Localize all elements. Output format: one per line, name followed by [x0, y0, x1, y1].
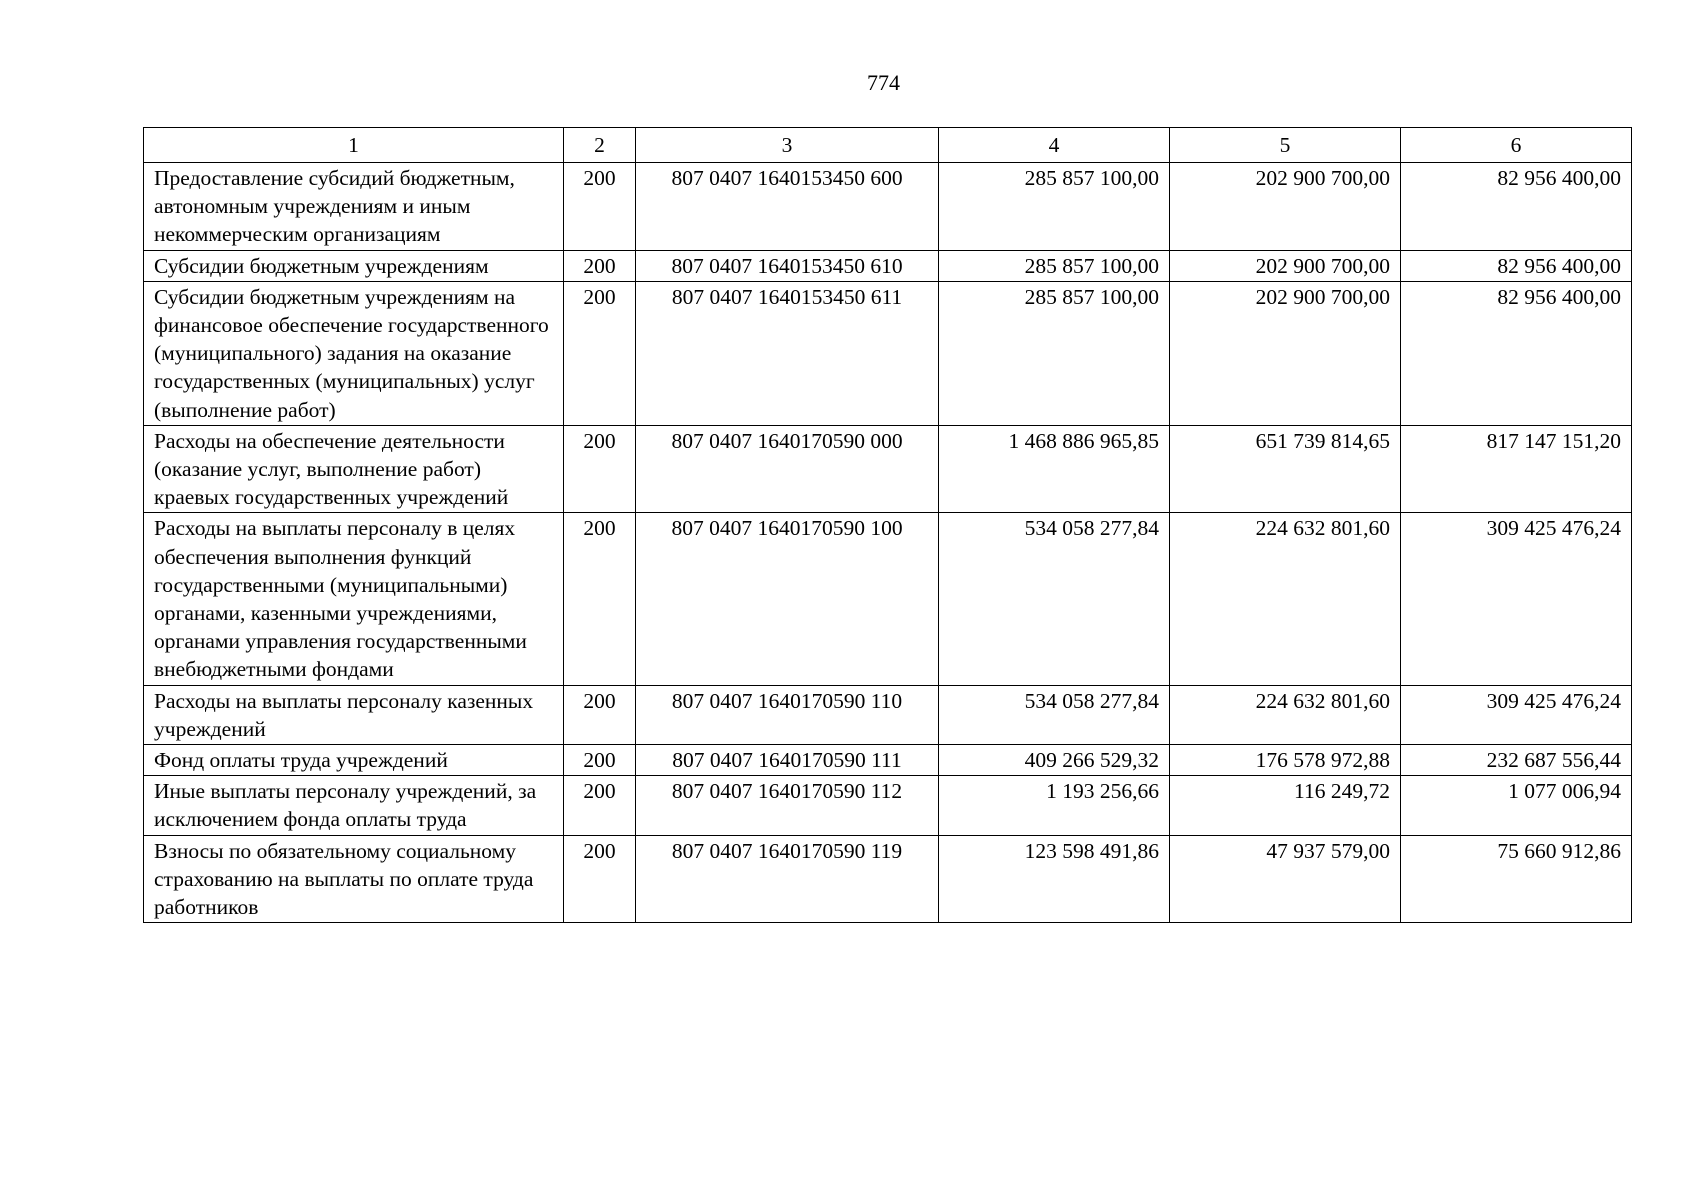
row-kbk: 807 0407 1640170590 112 [636, 776, 939, 835]
row-code: 200 [564, 163, 636, 251]
row-value-6: 82 956 400,00 [1401, 281, 1632, 425]
row-value-6: 817 147 151,20 [1401, 425, 1632, 513]
header-row [144, 128, 1632, 163]
row-kbk: 807 0407 1640170590 110 [636, 685, 939, 744]
table-row [144, 281, 1632, 425]
row-name: Расходы на обеспечение деятельности (оказание услуг, выполнение работ) краевых государственных учреждений [144, 425, 564, 513]
row-value-4: 534 058 277,84 [939, 685, 1170, 744]
row-kbk: 807 0407 1640170590 000 [636, 425, 939, 513]
row-value-4: 409 266 529,32 [939, 745, 1170, 776]
row-value-5: 651 739 814,65 [1170, 425, 1401, 513]
row-value-4: 534 058 277,84 [939, 513, 1170, 685]
row-value-5: 202 900 700,00 [1170, 250, 1401, 281]
row-code: 200 [564, 425, 636, 513]
row-code: 200 [564, 250, 636, 281]
table-row [144, 163, 1632, 251]
row-code: 200 [564, 281, 636, 425]
row-value-6: 232 687 556,44 [1401, 745, 1632, 776]
row-value-4: 285 857 100,00 [939, 163, 1170, 251]
row-name: Субсидии бюджетным учреждениям на финансовое обеспечение государственного (муниципального) задания на оказание государственных (муниципальных) услуг (выполнение работ) [144, 281, 564, 425]
row-value-6: 82 956 400,00 [1401, 250, 1632, 281]
row-value-5: 202 900 700,00 [1170, 163, 1401, 251]
row-value-6: 309 425 476,24 [1401, 513, 1632, 685]
row-value-5: 224 632 801,60 [1170, 513, 1401, 685]
page-number: 774 [867, 70, 900, 95]
column-header: 1 [144, 128, 564, 163]
row-name: Взносы по обязательному социальному страхованию на выплаты по оплате труда работников [144, 835, 564, 923]
row-value-4: 285 857 100,00 [939, 250, 1170, 281]
row-value-6: 309 425 476,24 [1401, 685, 1632, 744]
row-code: 200 [564, 513, 636, 685]
row-name: Субсидии бюджетным учреждениям [144, 250, 564, 281]
row-kbk: 807 0407 1640153450 610 [636, 250, 939, 281]
table-row [144, 835, 1632, 923]
table-row [144, 425, 1632, 513]
row-value-6: 75 660 912,86 [1401, 835, 1632, 923]
row-kbk: 807 0407 1640170590 111 [636, 745, 939, 776]
row-code: 200 [564, 745, 636, 776]
row-name: Расходы на выплаты персоналу казенных учреждений [144, 685, 564, 744]
row-value-5: 202 900 700,00 [1170, 281, 1401, 425]
row-value-6: 1 077 006,94 [1401, 776, 1632, 835]
row-name: Фонд оплаты труда учреждений [144, 745, 564, 776]
table-row [144, 513, 1632, 685]
row-value-4: 123 598 491,86 [939, 835, 1170, 923]
row-kbk: 807 0407 1640153450 600 [636, 163, 939, 251]
row-name: Предоставление субсидий бюджетным, автономным учреждениям и иным некоммерческим организациям [144, 163, 564, 251]
row-value-5: 224 632 801,60 [1170, 685, 1401, 744]
row-value-5: 176 578 972,88 [1170, 745, 1401, 776]
row-value-5: 116 249,72 [1170, 776, 1401, 835]
table-row [144, 745, 1632, 776]
row-name: Расходы на выплаты персоналу в целях обеспечения выполнения функций государственными (муниципальными) органами, казенными учреждениями, органами управления государственными внебюджетными фондами [144, 513, 564, 685]
row-value-4: 1 193 256,66 [939, 776, 1170, 835]
row-kbk: 807 0407 1640153450 611 [636, 281, 939, 425]
table-row [144, 250, 1632, 281]
row-code: 200 [564, 776, 636, 835]
row-code: 200 [564, 835, 636, 923]
row-value-4: 1 468 886 965,85 [939, 425, 1170, 513]
column-header: 3 [636, 128, 939, 163]
column-header: 4 [939, 128, 1170, 163]
budget-table [143, 127, 1632, 923]
table-row [144, 685, 1632, 744]
table-row [144, 776, 1632, 835]
row-value-5: 47 937 579,00 [1170, 835, 1401, 923]
row-code: 200 [564, 685, 636, 744]
column-header: 2 [564, 128, 636, 163]
row-name: Иные выплаты персоналу учреждений, за исключением фонда оплаты труда [144, 776, 564, 835]
row-value-6: 82 956 400,00 [1401, 163, 1632, 251]
column-header: 5 [1170, 128, 1401, 163]
column-header: 6 [1401, 128, 1632, 163]
row-value-4: 285 857 100,00 [939, 281, 1170, 425]
row-kbk: 807 0407 1640170590 100 [636, 513, 939, 685]
row-kbk: 807 0407 1640170590 119 [636, 835, 939, 923]
